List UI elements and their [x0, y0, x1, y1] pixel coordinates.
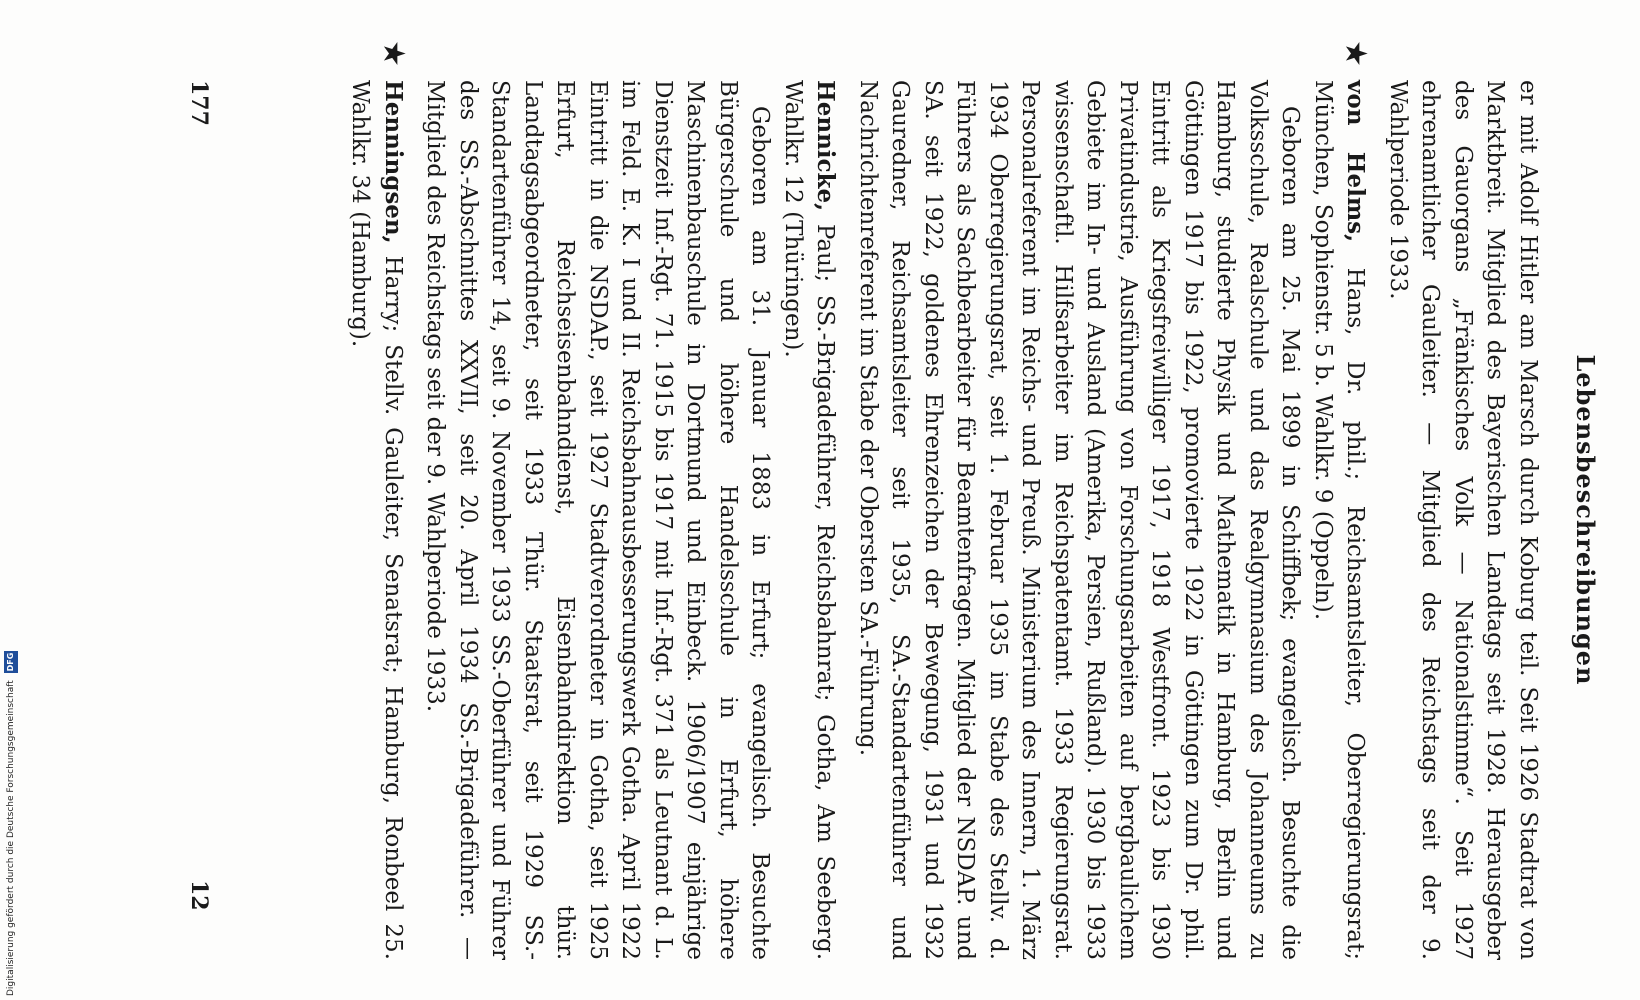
printed-page-number: 177 — [186, 80, 212, 126]
entry-name: Hennicke, — [812, 80, 840, 212]
continuation-text: er mit Adolf Hitler am Marsch durch Koburg teil. Seit 1926 Stadtrat von Marktbreit. Mitglied des Bayerischen Landtags seit 1928. Herausgeber des Gauorgans „Fränkisches Volk — Nationalstimme“. Seit 1927 ehrenamtlicher Gauleiter. — Mitglied des Reichstags seit der 9. Wahlperiode 1933. — [1385, 80, 1541, 960]
entry-heading — [344, 80, 409, 960]
entry-body: Geboren am 25. Mai 1899 in Schiffbek; evangelisch. Besuchte die Volksschule, Realschule und das Realgymnasium des Johanneums zu Hamburg, studierte Physik und Mathematik in Hamburg, Berlin und Göttingen 1917 bis 1922, promovierte 1922 in Göttingen zum Dr. phil. Eintritt als Kriegsfreiwilliger 1917, 1918 Westfront. 1923 bis 1930 Privatindustrie, Ausführung von Forschungsarbeiten auf bergbaulichem Gebiete im In- und Ausland (Amerika, Persien, Rußland). 1930 bis 1933 wissenschaftl. Hilfsarbeiter im Reichspatentamt. 1933 Regierungsrat. Personalreferent im Reichs- und Preuß. Ministerium des Innern, 1. März 1934 Oberregierungsrat, seit 1. Februar 1935 im Stabe des Stellv. d. Führers als Sachbearbeiter für Beamtenfragen. Mitglied der NSDAP. und SA. seit 1922, goldenes Ehrenzeichen der Bewegung, 1931 und 1932 Gauredner, Reichsamtsleiter seit 1935, SA.-Standartenführer und Nachrichtenreferent im Stabe der Obersten SA.-Führung. — [855, 80, 1304, 960]
entry-heading-text: Paul; SS.-Brigadeführer, Reichsbahnrat; Gotha, Am Seeberg. Wahlkr. 12 (Thüringen). — [780, 80, 839, 961]
entry-heading — [777, 80, 842, 960]
entry-name: von Helms, — [1342, 80, 1370, 243]
dfg-logo: DFG — [4, 651, 18, 674]
sheet-number: 12 — [186, 880, 212, 911]
digitization-credit — [4, 596, 18, 996]
entry-von-helms — [852, 40, 1372, 960]
page-numbers — [172, 40, 212, 960]
star-icon: ★ — [376, 40, 411, 67]
entries-column — [334, 40, 1544, 960]
entry-body: Geboren am 31. Januar 1883 in Erfurt; evangelisch. Besuchte Bürgerschule und höhere Handelsschule in Erfurt, höhere Maschinenbauschule in Dortmund und Einbeck. 1906/1907 einjährige Dienstzeit Inf.-Rgt. 71. 1915 bis 1917 mit Inf.-Rgt. 371 als Leutnant d. L. im Feld. E. K. I und II. Reichsbahnausbesserungswerk Gotha. April 1922 Eintritt in die NSDAP., seit 1927 Stadtverordneter in Gotha, seit 1925 Erfurt, Reichseisenbahndienst, Eisenbahndirektion thür. Landtagsabgeordneter, seit 1933 Thür. Staatsrat, seit 1929 SS.-Standartenführer 14, seit 9. November 1933 SS.-Oberführer und Führer des SS.-Abschnittes XXVII, seit 20. April 1934 SS.-Brigadeführer. — Mitglied des Reichstags seit der 9. Wahlperiode 1933. — [422, 80, 774, 960]
entry-hennicke — [419, 40, 842, 960]
entry-name: Henningsen, — [380, 80, 407, 244]
entry-henningsen — [344, 40, 409, 960]
rotated-text-page — [160, 40, 1600, 960]
entry-heading — [1307, 80, 1372, 960]
running-head: Lebensbeschreibungen — [1571, 354, 1600, 686]
digitization-credit-text: Digitalisierung gefördert durch die Deutsche Forschungsgemeinschaft — [6, 680, 16, 996]
star-icon: ★ — [1338, 40, 1374, 67]
entry-heading-text: Hans, Dr. phil.; Reichsamtsleiter, Oberregierungsrat; München, Sophienstr. 5 b. Wahlkr. 9 (Oppeln). — [1310, 80, 1369, 960]
entry-heading-text: Harry; Stellv. Gauleiter, Senatsrat; Hamburg, Ronbeel 25. Wahlkr. 34 (Hamburg). — [347, 80, 406, 960]
continuation-paragraph — [1382, 40, 1545, 960]
